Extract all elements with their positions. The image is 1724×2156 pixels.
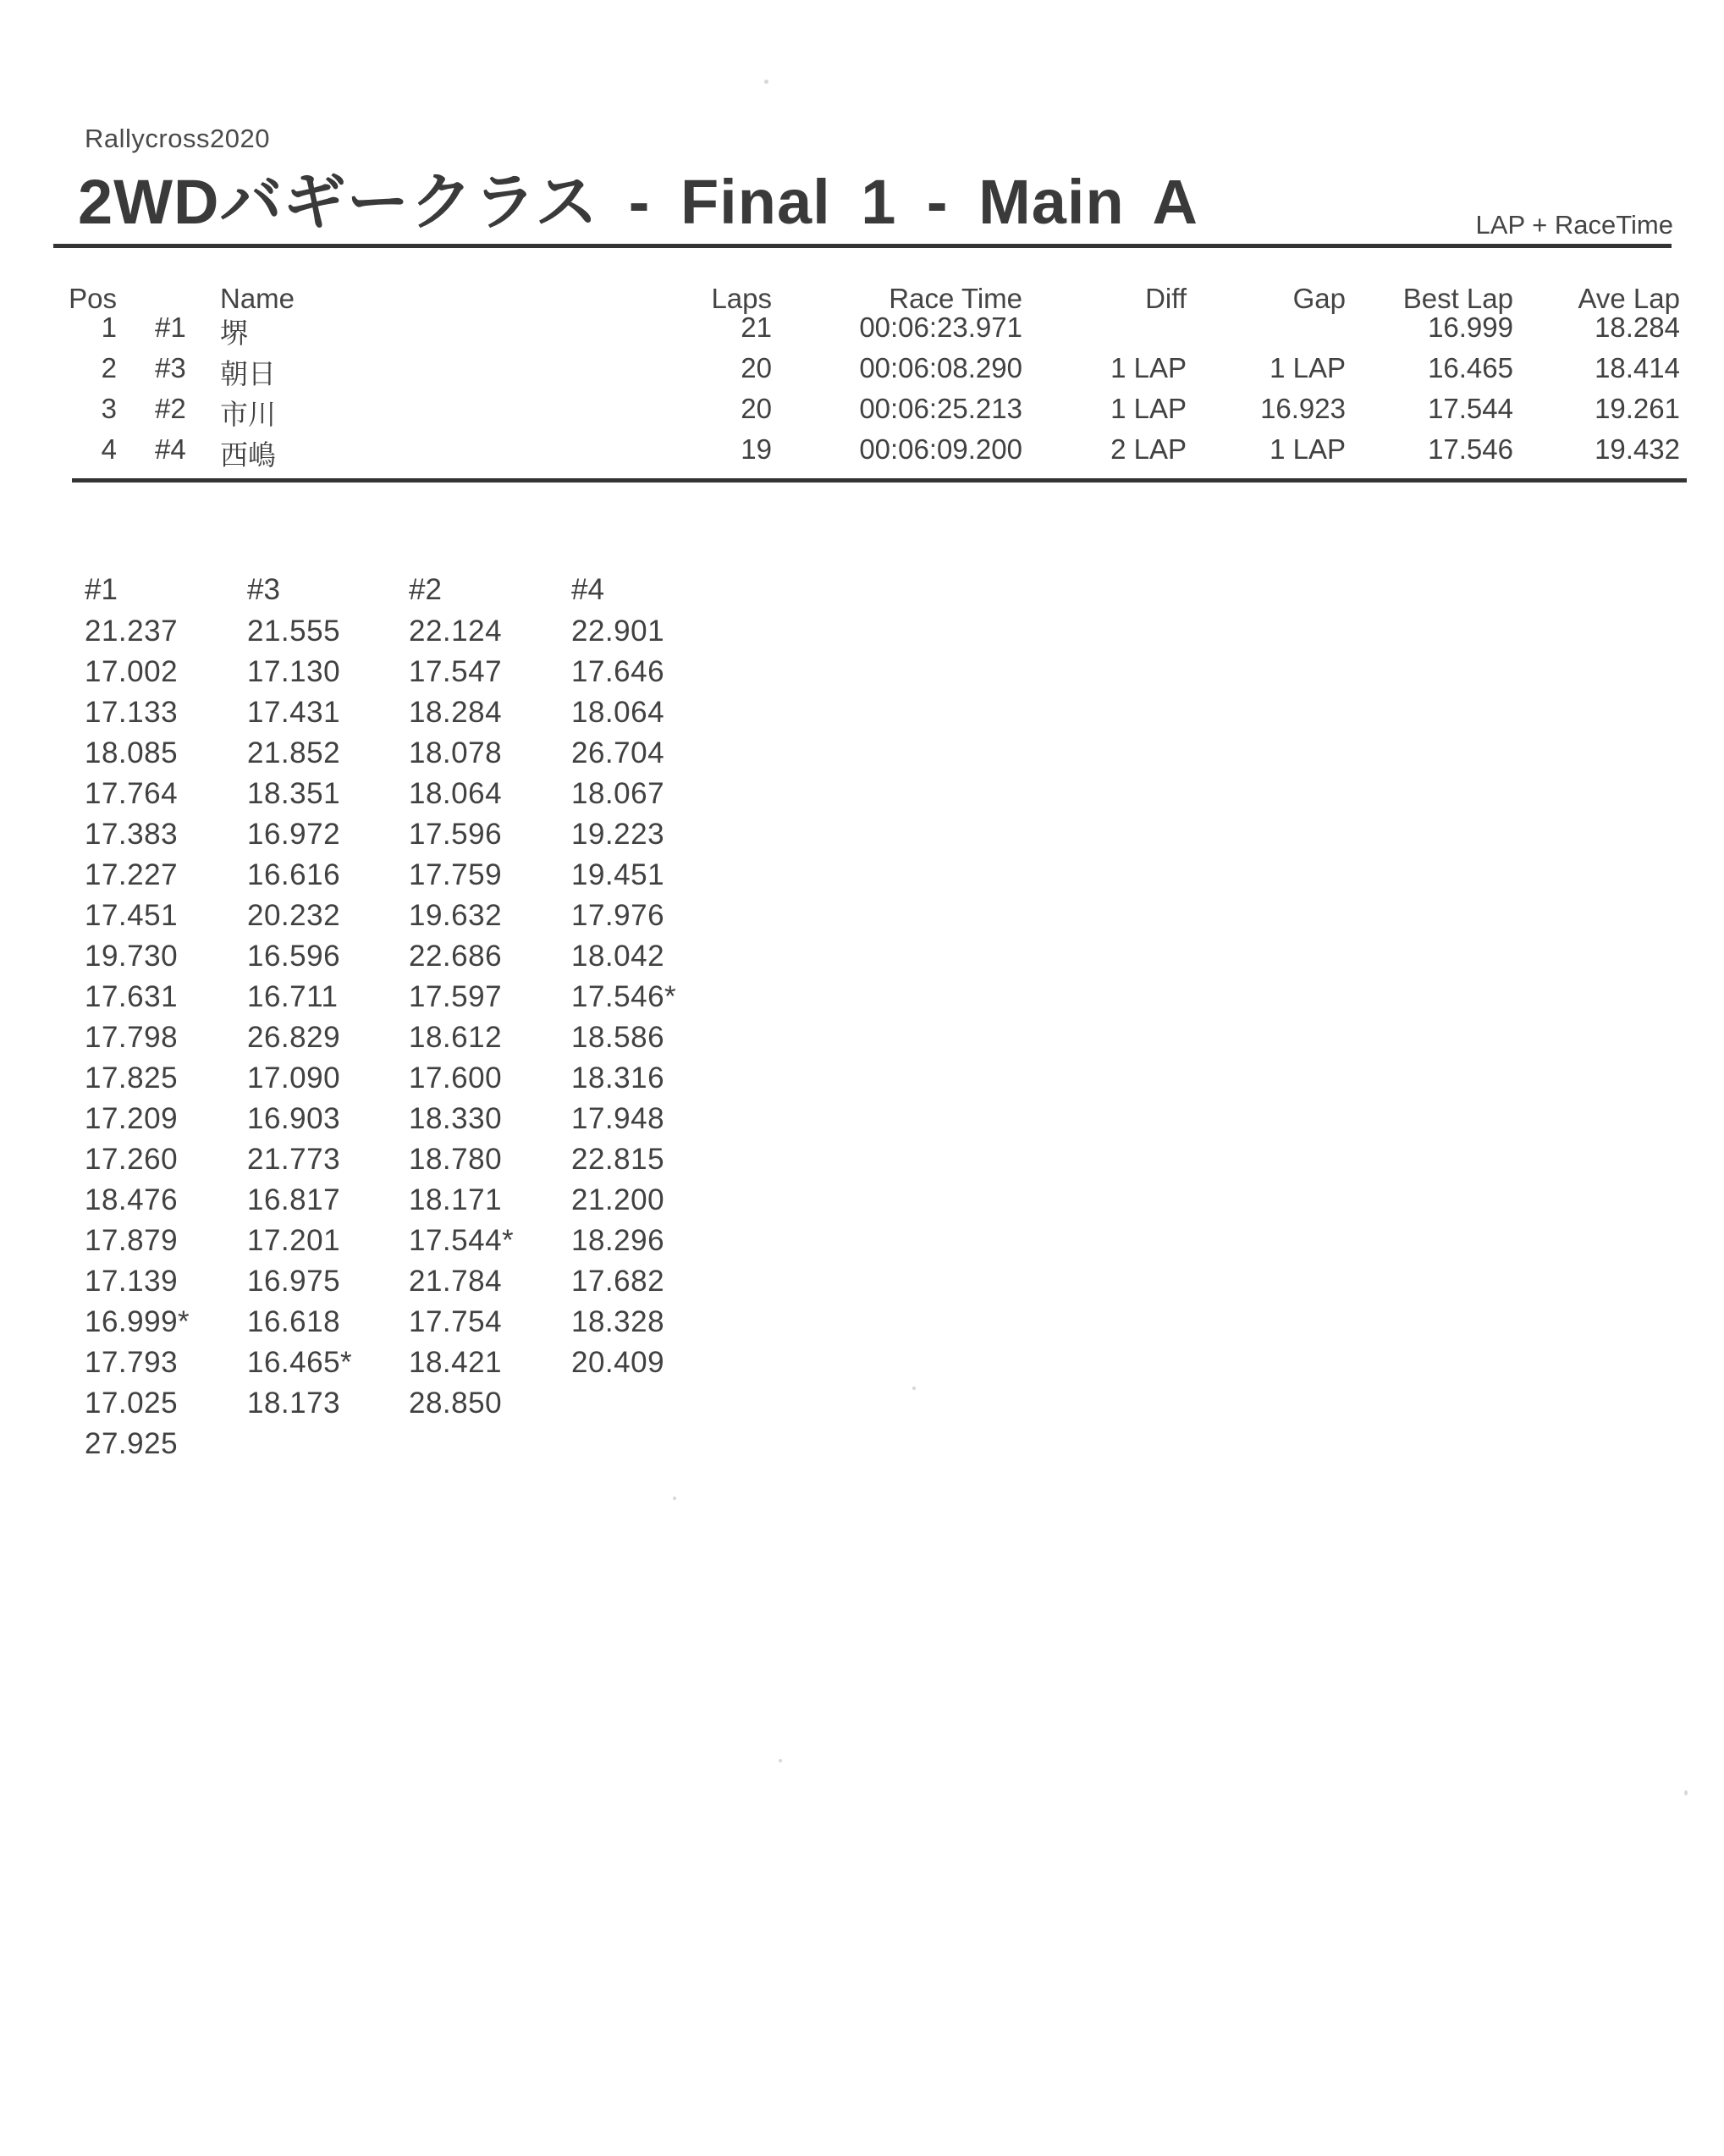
- lap-time: 18.171: [409, 1183, 503, 1216]
- lap-time: 18.067: [571, 777, 665, 810]
- results-row: [0, 433, 1724, 474]
- lap-time: 17.133: [85, 696, 179, 729]
- results-cell-name: 市川: [220, 399, 276, 430]
- lap-time: 17.825: [85, 1061, 179, 1095]
- lap-time: 17.227: [85, 858, 179, 891]
- results-cell-name: 堺: [220, 317, 248, 349]
- lap-time: 21.852: [247, 736, 341, 769]
- results-cell-pos: 3: [101, 393, 117, 424]
- lap-time: 20.409: [571, 1346, 665, 1379]
- lap-time: 21.237: [85, 615, 179, 648]
- results-cell-pos: 2: [101, 352, 117, 383]
- lap-time: 17.631: [85, 980, 179, 1013]
- results-cell-diff: 2 LAP: [1110, 433, 1187, 465]
- results-cell-race_time: 00:06:25.213: [859, 393, 1022, 424]
- lap-time: 19.730: [85, 940, 179, 973]
- results-cell-laps: 19: [741, 433, 772, 465]
- results-cell-best_lap: 16.999: [1428, 312, 1513, 343]
- lap-time: 17.201: [247, 1224, 341, 1257]
- results-row: [0, 312, 1724, 352]
- lap-time: 17.759: [409, 858, 503, 891]
- lap-time: 18.330: [409, 1102, 503, 1135]
- lap-time: 16.596: [247, 940, 341, 973]
- timing-mode-label: LAP + RaceTime: [1475, 210, 1673, 240]
- lap-time: 20.232: [247, 899, 341, 932]
- lap-time: 17.090: [247, 1061, 341, 1095]
- lap-time: 17.793: [85, 1346, 179, 1379]
- lap-time: 18.476: [85, 1183, 179, 1216]
- lap-time: 17.260: [85, 1143, 179, 1176]
- lap-time: 18.064: [409, 777, 503, 810]
- lap-time: 17.798: [85, 1021, 179, 1054]
- column-header-diff: Diff: [1145, 283, 1187, 314]
- results-cell-race_time: 00:06:08.290: [859, 352, 1022, 383]
- lap-time: 17.025: [85, 1387, 179, 1420]
- lap-time: 17.646: [571, 655, 665, 688]
- car-number-header: #3: [247, 573, 280, 606]
- lap-time: 17.002: [85, 655, 179, 688]
- lap-time: 18.586: [571, 1021, 665, 1054]
- lap-time: 17.682: [571, 1265, 665, 1298]
- lap-time: 17.754: [409, 1305, 503, 1338]
- lap-column: [571, 574, 732, 1383]
- column-header-best-lap: Best Lap: [1402, 283, 1513, 314]
- car-number-header: #4: [571, 573, 604, 606]
- lap-time: 18.328: [571, 1305, 665, 1338]
- results-row: [0, 352, 1724, 393]
- column-header-pos: Pos: [69, 283, 117, 314]
- scan-speck: [1684, 1790, 1688, 1795]
- lap-time: 18.296: [571, 1224, 665, 1257]
- lap-time: 17.130: [247, 655, 341, 688]
- lap-time: 22.124: [409, 615, 503, 648]
- lap-time: 22.686: [409, 940, 503, 973]
- results-cell-best_lap: 16.465: [1428, 352, 1513, 383]
- lap-time: 18.421: [409, 1346, 503, 1379]
- results-cell-name: 朝日: [220, 358, 276, 389]
- lap-time: 18.078: [409, 736, 503, 769]
- column-header-laps: Laps: [711, 283, 772, 314]
- lap-time: 17.544*: [409, 1224, 515, 1257]
- lap-time: 27.925: [85, 1427, 179, 1460]
- scan-speck: [779, 1759, 782, 1762]
- lap-column: [85, 574, 245, 1464]
- lap-time: 16.903: [247, 1102, 341, 1135]
- results-cell-race_time: 00:06:09.200: [859, 433, 1022, 465]
- results-cell-pos: 1: [101, 312, 117, 343]
- lap-time: 17.431: [247, 696, 341, 729]
- results-cell-ave_lap: 18.284: [1595, 312, 1680, 343]
- lap-time: 18.351: [247, 777, 341, 810]
- results-cell-car: #2: [155, 393, 186, 424]
- lap-time: 19.632: [409, 899, 503, 932]
- results-cell-car: #1: [155, 312, 186, 343]
- lap-time: 21.784: [409, 1265, 503, 1298]
- car-number-header: #2: [409, 573, 442, 606]
- lap-time: 17.547: [409, 655, 503, 688]
- event-name: Rallycross2020: [85, 124, 270, 153]
- results-cell-pos: 4: [101, 433, 117, 465]
- results-cell-car: #4: [155, 433, 186, 465]
- lap-time: 22.901: [571, 615, 665, 648]
- lap-time: 17.879: [85, 1224, 179, 1257]
- column-header-name: Name: [220, 283, 295, 314]
- lap-time: 16.616: [247, 858, 341, 891]
- lap-time: 17.596: [409, 818, 503, 851]
- lap-time: 18.316: [571, 1061, 665, 1095]
- lap-time: 16.817: [247, 1183, 341, 1216]
- results-cell-ave_lap: 18.414: [1595, 352, 1680, 383]
- lap-time: 21.200: [571, 1183, 665, 1216]
- lap-time: 17.209: [85, 1102, 179, 1135]
- results-cell-diff: 1 LAP: [1110, 352, 1187, 383]
- lap-time: 18.085: [85, 736, 179, 769]
- lap-time: 17.451: [85, 899, 179, 932]
- results-cell-gap: 1 LAP: [1270, 352, 1346, 383]
- lap-time: 18.042: [571, 940, 665, 973]
- lap-time: 16.999*: [85, 1305, 190, 1338]
- lap-time: 17.383: [85, 818, 179, 851]
- results-cell-ave_lap: 19.432: [1595, 433, 1680, 465]
- scan-speck: [912, 1387, 916, 1390]
- lap-time: 18.173: [247, 1387, 341, 1420]
- lap-time: 16.465*: [247, 1346, 353, 1379]
- lap-time: 18.612: [409, 1021, 503, 1054]
- results-cell-laps: 20: [741, 352, 772, 383]
- lap-time: 26.704: [571, 736, 665, 769]
- lap-time: 18.284: [409, 696, 503, 729]
- page-title: 2WDバギークラス - Final 1 - Main A: [78, 167, 1198, 237]
- lap-time: 16.972: [247, 818, 341, 851]
- lap-time: 18.780: [409, 1143, 503, 1176]
- column-header-ave-lap: Ave Lap: [1578, 283, 1680, 314]
- lap-time: 18.064: [571, 696, 665, 729]
- results-cell-laps: 21: [741, 312, 772, 343]
- results-cell-gap: 16.923: [1260, 393, 1346, 424]
- results-cell-car: #3: [155, 352, 186, 383]
- lap-time: 17.948: [571, 1102, 665, 1135]
- lap-time: 16.711: [247, 980, 339, 1013]
- lap-time: 17.976: [571, 899, 665, 932]
- results-cell-race_time: 00:06:23.971: [859, 312, 1022, 343]
- lap-time: 28.850: [409, 1387, 503, 1420]
- lap-time: 21.773: [247, 1143, 341, 1176]
- results-cell-ave_lap: 19.261: [1595, 393, 1680, 424]
- lap-time: 21.555: [247, 615, 341, 648]
- results-cell-gap: 1 LAP: [1270, 433, 1346, 465]
- lap-column: [247, 574, 408, 1424]
- lap-time: 16.975: [247, 1265, 341, 1298]
- lap-time: 22.815: [571, 1143, 665, 1176]
- results-row: [0, 393, 1724, 433]
- car-number-header: #1: [85, 573, 118, 606]
- results-cell-name: 西嶋: [220, 439, 276, 471]
- lap-time: 26.829: [247, 1021, 341, 1054]
- column-header-race-time: Race Time: [889, 283, 1022, 314]
- results-cell-best_lap: 17.544: [1428, 393, 1513, 424]
- scan-speck: [764, 80, 768, 84]
- scan-speck: [673, 1497, 676, 1500]
- lap-time: 17.600: [409, 1061, 503, 1095]
- lap-time: 17.139: [85, 1265, 179, 1298]
- lap-time: 17.764: [85, 777, 179, 810]
- results-cell-laps: 20: [741, 393, 772, 424]
- lap-time: 19.451: [571, 858, 665, 891]
- results-divider: [72, 478, 1687, 482]
- lap-time: 19.223: [571, 818, 665, 851]
- lap-time: 17.546*: [571, 980, 677, 1013]
- header-divider: [53, 244, 1672, 248]
- results-cell-diff: 1 LAP: [1110, 393, 1187, 424]
- lap-time: 16.618: [247, 1305, 341, 1338]
- lap-time: 17.597: [409, 980, 503, 1013]
- column-header-gap: Gap: [1292, 283, 1346, 314]
- lap-column: [409, 574, 570, 1424]
- results-cell-best_lap: 17.546: [1428, 433, 1513, 465]
